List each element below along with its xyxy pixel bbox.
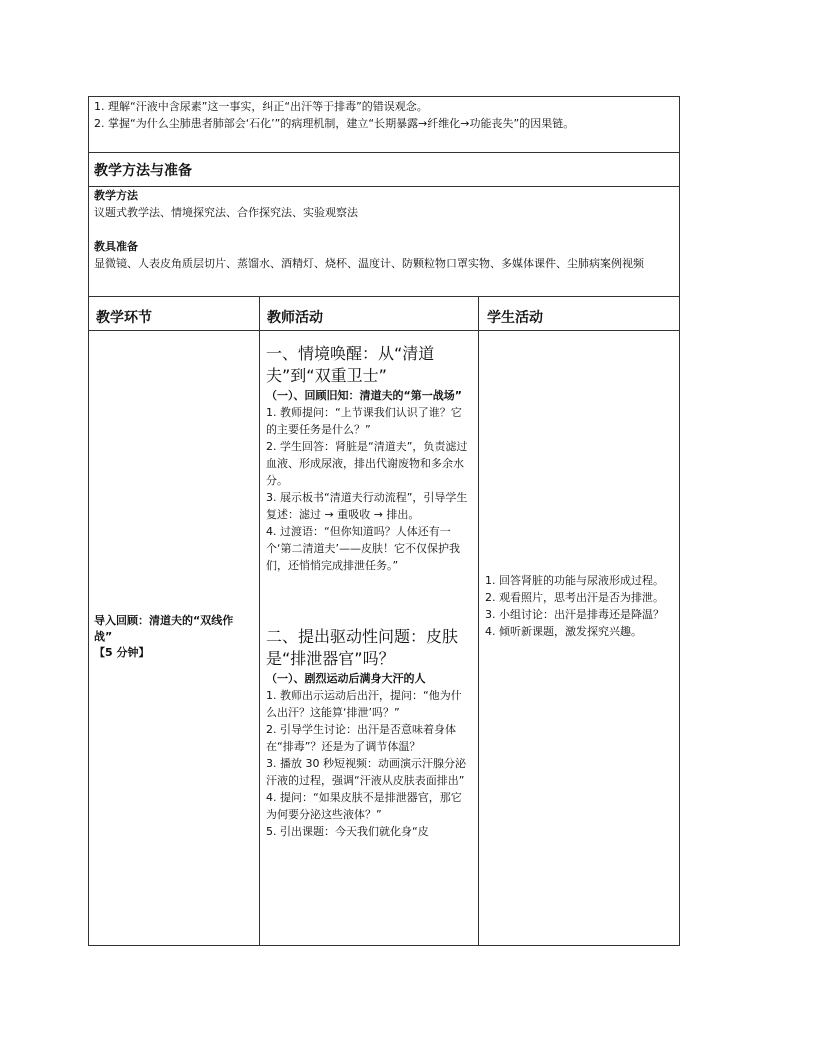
lesson-plan-table (88, 96, 680, 946)
section1-subtitle: （一）、回顾旧知：清道夫的“第一战场” (266, 389, 462, 402)
objective-2: 2. 掌握“为什么尘肺患者肺部会‘石化’”的病理机制，建立“长期暴露→纤维化→功能丧失”的因果链。 (94, 117, 575, 130)
methods-text: 议题式教学法、情境探究法、合作探究法、实验观察法 (94, 206, 358, 219)
objective-1: 1. 理解“汗液中含尿素”这一事实，纠正“出汗等于排毒”的错误观念。 (94, 100, 428, 113)
section1-item-3: 3. 展示板书“清道夫行动流程”，引导学生复述：滤过 → 重吸收 → 排出。 (266, 491, 468, 521)
header-teacher: 教师活动 (260, 297, 479, 330)
student-item-1: 1. 回答肾脏的功能与尿液形成过程。 (485, 574, 664, 587)
student-item-4: 4. 倾听新课题，激发探究兴趣。 (485, 625, 642, 638)
section2-item-1: 1. 教师出示运动后出汗，提问：“他为什么出汗？这能算‘排泄’吗？” (266, 689, 462, 719)
objectives-cell (89, 97, 679, 153)
methods-label: 教学方法 (94, 189, 138, 202)
section2-item-5: 5. 引出课题：今天我们就化身“皮 (266, 825, 429, 838)
teacher-cell (260, 331, 479, 945)
methods-body-cell (89, 187, 679, 297)
header-stage: 教学环节 (89, 297, 260, 330)
stage-duration: 【5 分钟】 (94, 646, 150, 659)
student-item-3: 3. 小组讨论：出汗是排毒还是降温？ (485, 608, 664, 621)
section1-item-1: 1. 教师提问：“上节课我们认识了谁？它的主要任务是什么？” (266, 406, 462, 436)
stage-cell (89, 331, 260, 945)
methods-heading-cell (89, 153, 679, 187)
student-cell (479, 331, 679, 945)
section2-item-3: 3. 播放 30 秒短视频：动画演示汗腺分泌汗液的过程，强调“汗液从皮肤表面排出” (266, 757, 466, 787)
student-item-2: 2. 观看照片，思考出汗是否为排泄。 (485, 591, 664, 604)
section2-title: 二、提出驱动性问题：皮肤是“排泄器官”吗？ (266, 627, 459, 668)
tools-text: 显微镜、人表皮角质层切片、蒸馏水、酒精灯、烧杯、温度计、防颗粒物口罩实物、多媒体课件、尘肺病案例视频 (94, 257, 644, 270)
table-body-row (89, 331, 679, 945)
section1-item-2: 2. 学生回答：肾脏是“清道夫”，负责滤过血液、形成尿液，排出代谢废物和多余水分。 (266, 440, 468, 487)
table-header-row (89, 297, 679, 331)
section2-item-2: 2. 引导学生讨论：出汗是否意味着身体在“排毒”？还是为了调节体温？ (266, 723, 456, 753)
section2-item-4: 4. 提问：“如果皮肤不是排泄器官，那它为何要分泌这些液体？” (266, 791, 462, 821)
methods-section-title: 教学方法与准备 (94, 163, 192, 179)
section2-subtitle: （一）、剧烈运动后满身大汗的人 (266, 672, 426, 685)
tools-label: 教具准备 (94, 240, 138, 253)
stage-name: 导入回顾：清道夫的“双线作战” (94, 614, 234, 643)
section1-item-4: 4. 过渡语：“但你知道吗？人体还有一个‘第二清道夫’——皮肤！它不仅保护我们，还悄悄完成排泄任务。” (266, 525, 460, 572)
section1-title: 一、情境唤醒：从“清道夫”到“双重卫士” (266, 344, 435, 385)
header-student: 学生活动 (487, 310, 543, 326)
